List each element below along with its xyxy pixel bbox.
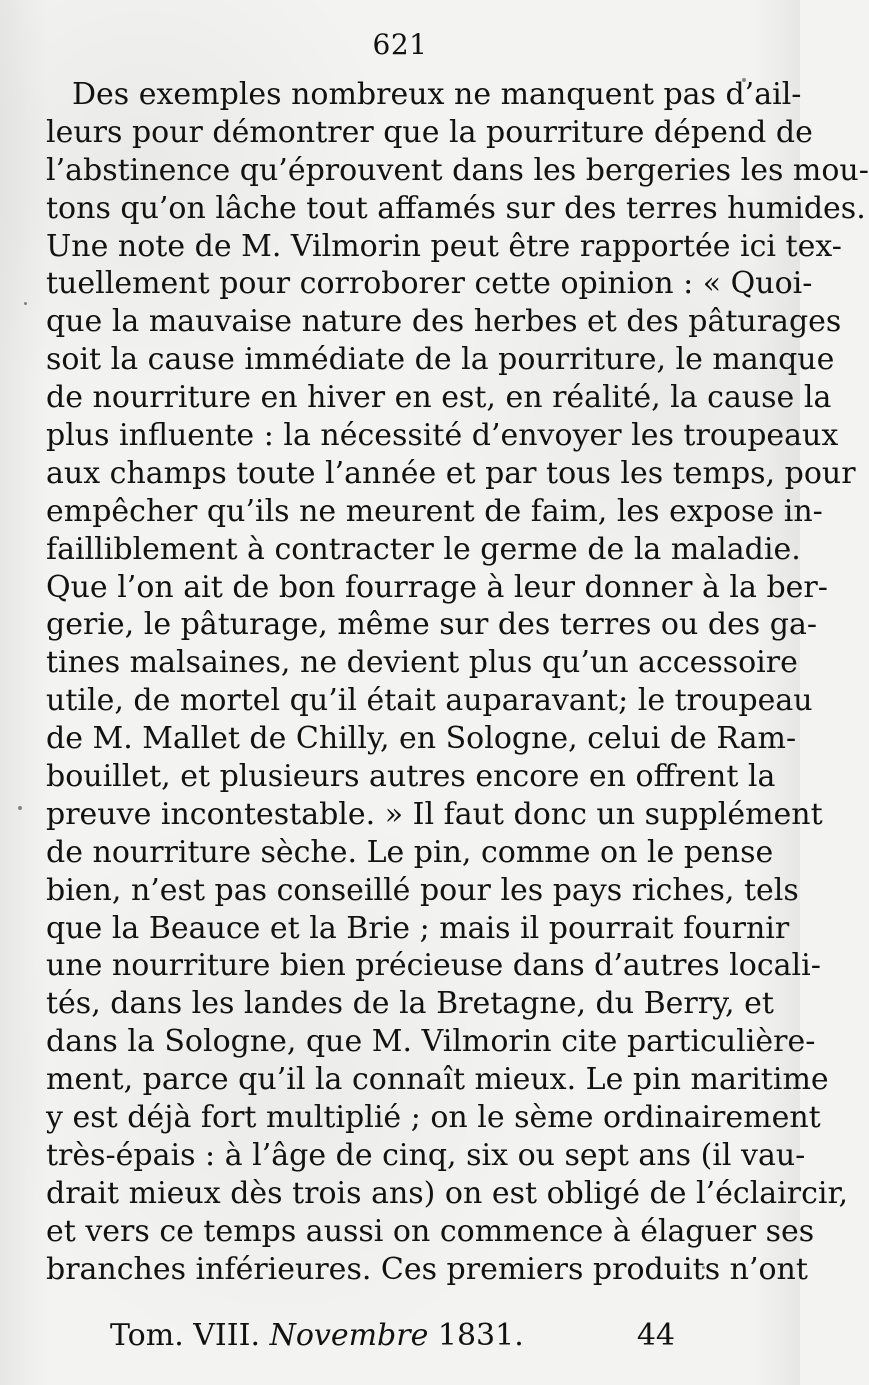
text-line: empêcher qu’ils ne meurent de faim, les expose in-: [46, 493, 823, 529]
text-line: plus influente : la nécessité d’envoyer les troupeaux: [46, 418, 839, 454]
text-line: tons qu’on lâche tout affamés sur des terres humides.: [46, 190, 866, 226]
footer-signature: 44: [636, 1318, 675, 1353]
footer-month: Novembre: [269, 1318, 429, 1353]
text-line: soit la cause immédiate de la pourriture, le manque: [46, 342, 835, 378]
text-line: dans la Sologne, que M. Vilmorin cite particulière-: [46, 1024, 816, 1060]
paper-speck: [18, 806, 22, 810]
page-footer: [110, 1318, 675, 1358]
text-line: Des exemples nombreux ne manquent pas d’ail-: [72, 77, 802, 112]
text-line: ment, parce qu’il la connaît mieux. Le pin maritime: [46, 1062, 829, 1098]
footer-year: 1831.: [437, 1318, 524, 1353]
paper-speck: [24, 302, 27, 305]
text-line: leurs pour démontrer que la pourriture dépend de: [46, 114, 813, 150]
footer-volume: Tom. VIII.: [110, 1318, 261, 1353]
text-line: tuellement pour corroborer cette opinion : « Quoi-: [46, 266, 813, 302]
text-line: tines malsaines, ne devient plus qu’un accessoire: [46, 645, 798, 681]
page-number: 621: [372, 28, 428, 61]
text-line: de nourriture sèche. Le pin, comme on le pense: [46, 834, 774, 870]
text-line: Que l’on ait de bon fourrage à leur donner à la ber-: [46, 569, 828, 605]
text-line: drait mieux dès trois ans) on est obligé de l’éclaircir,: [46, 1175, 849, 1211]
text-line: aux champs toute l’année et par tous les temps, pour: [46, 455, 856, 491]
text-line: une nourriture bien précieuse dans d’autres locali-: [46, 948, 821, 984]
text-line: l’abstinence qu’éprouvent dans les bergeries les mou-: [46, 152, 869, 188]
text-line: preuve incontestable. » Il faut donc un supplément: [46, 796, 823, 832]
paper-speck: [702, 1266, 705, 1269]
text-line: branches inférieures. Ces premiers produits n’ont: [46, 1251, 808, 1287]
body-text: [46, 76, 869, 1289]
paper-speck: [742, 78, 746, 82]
text-line: bien, n’est pas conseillé pour les pays riches, tels: [46, 872, 799, 908]
text-line: bouillet, et plusieurs autres encore en offrent la: [46, 759, 776, 795]
footer-imprint: [110, 1318, 524, 1353]
text-line: gerie, le pâturage, même sur des terres ou des ga-: [46, 607, 817, 643]
text-line: y est déjà fort multiplié ; on le sème ordinairement: [46, 1100, 821, 1136]
text-line: et vers ce temps aussi on commence à élaguer ses: [46, 1213, 815, 1249]
text-line: de M. Mallet de Chilly, en Sologne, celui de Ram-: [46, 721, 797, 757]
text-line: utile, de mortel qu’il était auparavant; le troupeau: [46, 683, 813, 719]
text-line: très-épais : à l’âge de cinq, six ou sept ans (il vau-: [46, 1137, 806, 1173]
text-line: failliblement à contracter le germe de la maladie.: [46, 531, 801, 567]
text-line: que la mauvaise nature des herbes et des pâturages: [46, 304, 842, 340]
text-line: que la Beauce et la Brie ; mais il pourrait fournir: [46, 910, 790, 946]
text-line: de nourriture en hiver en est, en réalité, la cause la: [46, 380, 832, 416]
text-line: tés, dans les landes de la Bretagne, du Berry, et: [46, 986, 774, 1022]
text-line: Une note de M. Vilmorin peut être rapportée ici tex-: [46, 228, 842, 264]
